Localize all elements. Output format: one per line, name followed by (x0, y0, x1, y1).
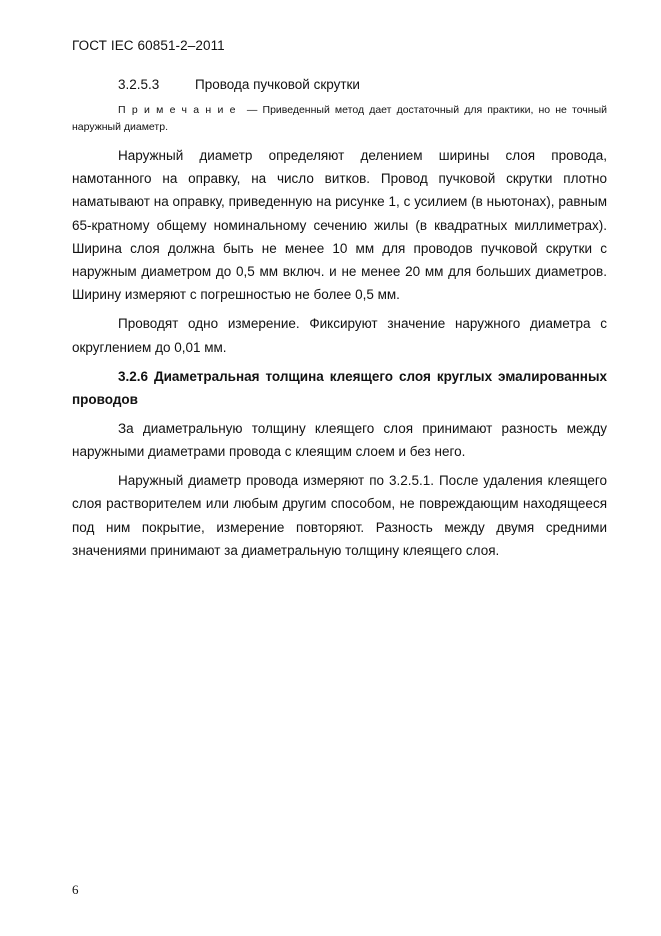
paragraph-definition: За диаметральную толщину клеящего слоя принимают разность между наружными диаметрами провода с клеящим слоем и без него. (72, 420, 607, 460)
note (72, 102, 607, 136)
paragraph-method: Наружный диаметр определяют делением ширины слоя провода, намотанного на оправку, на число витков. Провод пучковой скрутки плотно наматывают на оправку, приведенную на рисунке 1, с усилием (в ньютонах), равным 65-кратному общему номинальному сечению жилы (в квадратных миллиметрах). Ширина слоя должна быть не менее 10 мм для проводов пучковой скрутки с наружным диаметром до 0,5 мм включ. и не менее 20 мм для больших диаметров. Ширину измеряют с погрешностью не более 0,5 мм. (72, 148, 607, 303)
page-number: 6 (72, 882, 79, 897)
subsection-heading (118, 76, 607, 94)
document-code: ГОСТ IEC 60851-2–2011 (72, 38, 225, 53)
subsection-number: 3.2.5.3 (118, 77, 160, 92)
subsection-title: Провода пучковой скрутки (195, 77, 360, 92)
paragraph-measurement: Проводят одно измерение. Фиксируют значение наружного диаметра с округлением до 0,01 мм. (72, 316, 607, 355)
note-label: Примечание (118, 104, 242, 116)
note-text: — Приведенный метод дает достаточный для практики, но не точный наружный диаметр. (72, 104, 607, 133)
paragraph-procedure: Наружный диаметр провода измеряют по 3.2.5.1. После удаления клеящего слоя растворителем или любым другим способом, не повреждающим находящееся под ним покрытие, измерение повторяют. Разность между двумя средними значениями принимают за диаметральную толщину клеящего слоя. (72, 473, 607, 558)
page-content (72, 76, 607, 562)
section-heading: 3.2.6 Диаметральная толщина клеящего слоя круглых эмалированных проводов (72, 368, 607, 407)
